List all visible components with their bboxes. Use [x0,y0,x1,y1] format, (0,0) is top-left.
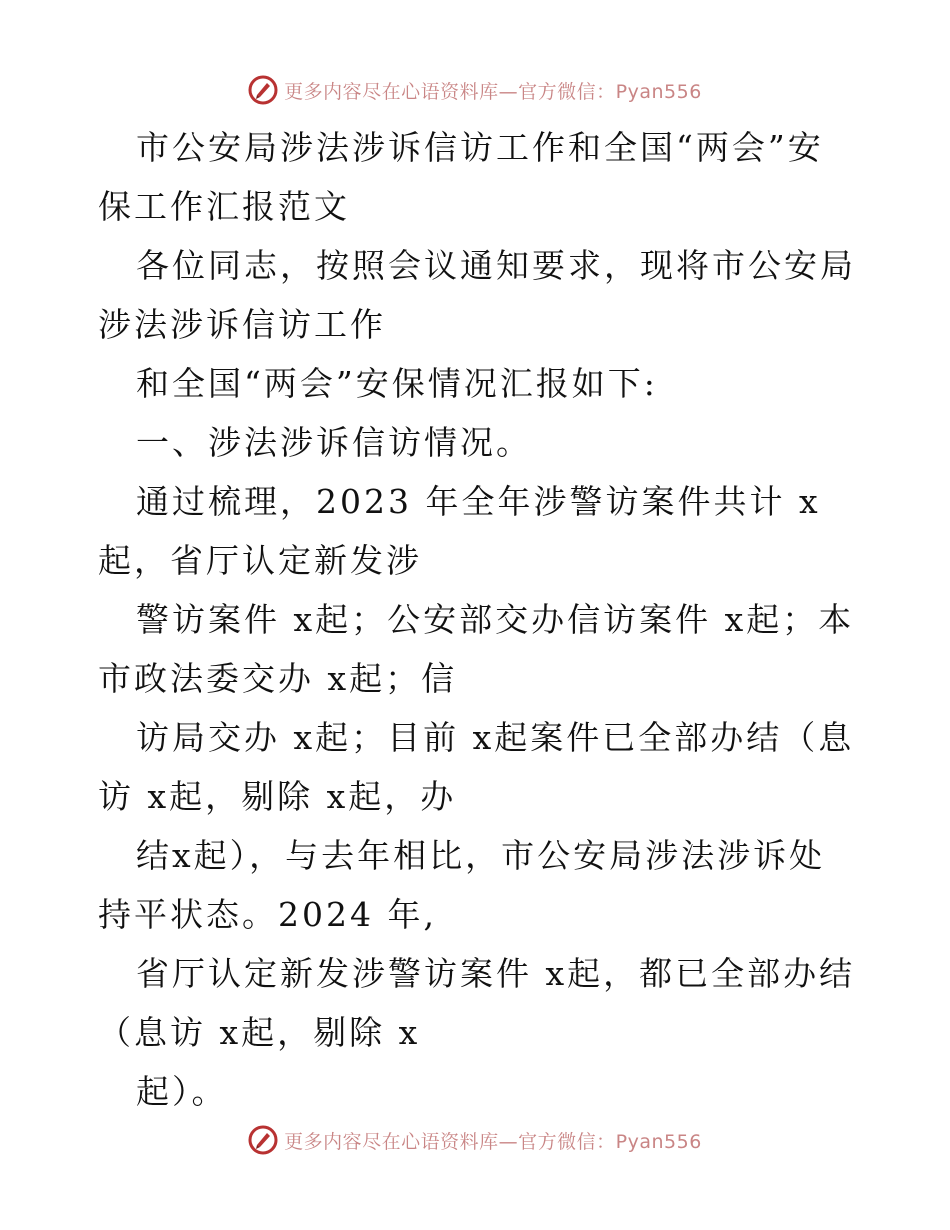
footer-watermark [0,1120,950,1160]
section-heading: 一、涉法涉诉信访情况。 [136,423,532,462]
paragraph: 访局交办 x起；目前 x起案件已全部办结（息访 x起，剔除 x起，办 [98,718,855,816]
seal-pen-icon [248,1125,278,1155]
paragraph: 各位同志，按照会议通知要求，现将市公安局涉法涉诉信访工作 [98,246,856,344]
document-title: 市公安局涉法涉诉信访工作和全国“两会”安保工作汇报范文 [98,128,824,226]
paragraph: 和全国“两会”安保情况汇报如下: [136,364,658,403]
paragraph: 结x起），与去年相比，市公安局涉法涉诉处持平状态。2024 年, [98,836,826,934]
seal-pen-icon [248,75,278,105]
paragraph: 省厅认定新发涉警访案件 x起，都已全部办结（息访 x起，剔除 x [98,954,856,1052]
paragraph: 通过梳理，2023 年全年涉警访案件共计 x起，省厅认定新发涉 [98,482,821,580]
document-body [98,118,858,1121]
watermark-text: 更多内容尽在心语资料库—官方微信：Pyan556 [284,1130,702,1153]
header-watermark [0,70,950,110]
paragraph: 警访案件 x起；公安部交办信访案件 x起；本市政法委交办 x起；信 [98,600,855,698]
watermark-text: 更多内容尽在心语资料库—官方微信：Pyan556 [284,80,702,103]
paragraph: 起）。 [136,1072,228,1111]
